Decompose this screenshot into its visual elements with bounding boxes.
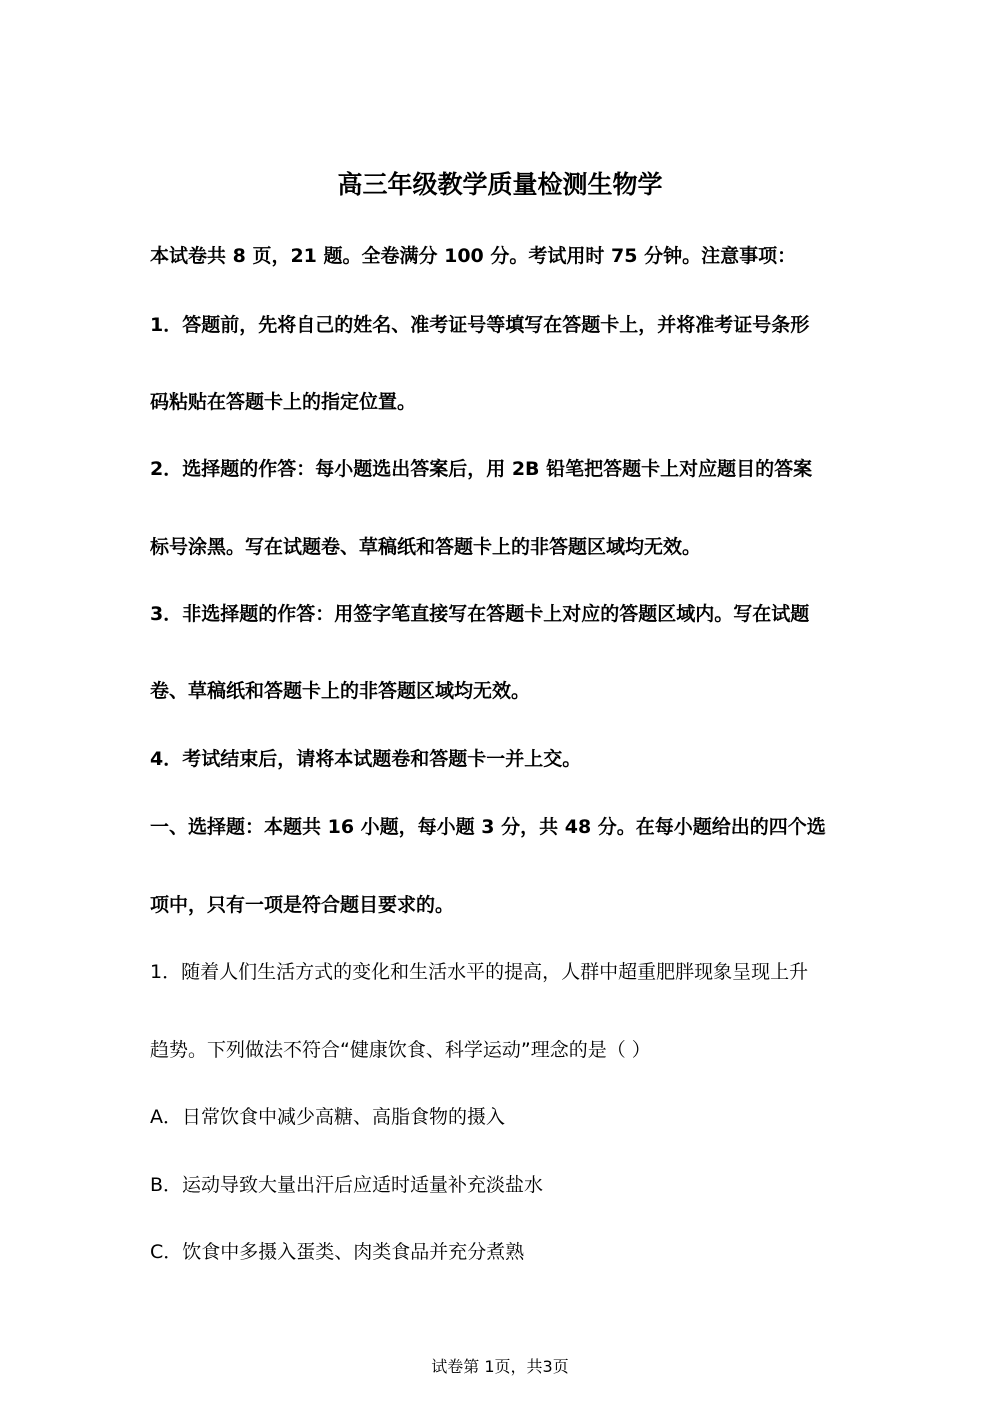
- note-2-line-2: 标号涂黑。写在试题卷、草稿纸和答题卡上的非答题区域均无效。: [150, 536, 702, 558]
- question-1-option-b: B．运动导致大量出汗后应适时适量补充淡盐水: [150, 1174, 544, 1196]
- note-2-line-1: 2．选择题的作答：每小题选出答案后，用 2B 铅笔把答题卡上对应题目的答案: [150, 458, 813, 480]
- section-heading-line-2: 项中，只有一项是符合题目要求的。: [150, 894, 455, 916]
- page-footer: 试卷第 1页，共3页: [431, 1357, 569, 1376]
- question-1-option-a: A．日常饮食中减少高糖、高脂食物的摄入: [150, 1106, 505, 1128]
- question-1-option-c: C．饮食中多摄入蛋类、肉类食品并充分煮熟: [150, 1241, 525, 1263]
- section-heading-line-1: 一、选择题：本题共 16 小题，每小题 3 分，共 48 分。在每小题给出的四个选: [150, 816, 826, 838]
- exam-intro: 本试卷共 8 页，21 题。全卷满分 100 分。考试用时 75 分钟。注意事项：: [150, 245, 797, 267]
- exam-title: 高三年级教学质量检测生物学: [337, 170, 663, 199]
- note-3-line-1: 3．非选择题的作答：用签字笔直接写在答题卡上对应的答题区域内。写在试题: [150, 603, 810, 625]
- note-1-line-2: 码粘贴在答题卡上的指定位置。: [150, 391, 417, 413]
- note-3-line-2: 卷、草稿纸和答题卡上的非答题区域均无效。: [150, 680, 531, 702]
- question-1-stem-line-1: 1．随着人们生活方式的变化和生活水平的提高，人群中超重肥胖现象呈现上升: [150, 961, 809, 983]
- note-1-line-1: 1．答题前，先将自己的姓名、准考证号等填写在答题卡上，并将准考证号条形: [150, 314, 810, 336]
- note-4-line-1: 4．考试结束后，请将本试题卷和答题卡一并上交。: [150, 748, 582, 770]
- question-1-stem-line-2: 趋势。下列做法不符合“健康饮食、科学运动”理念的是（ ）: [150, 1039, 651, 1061]
